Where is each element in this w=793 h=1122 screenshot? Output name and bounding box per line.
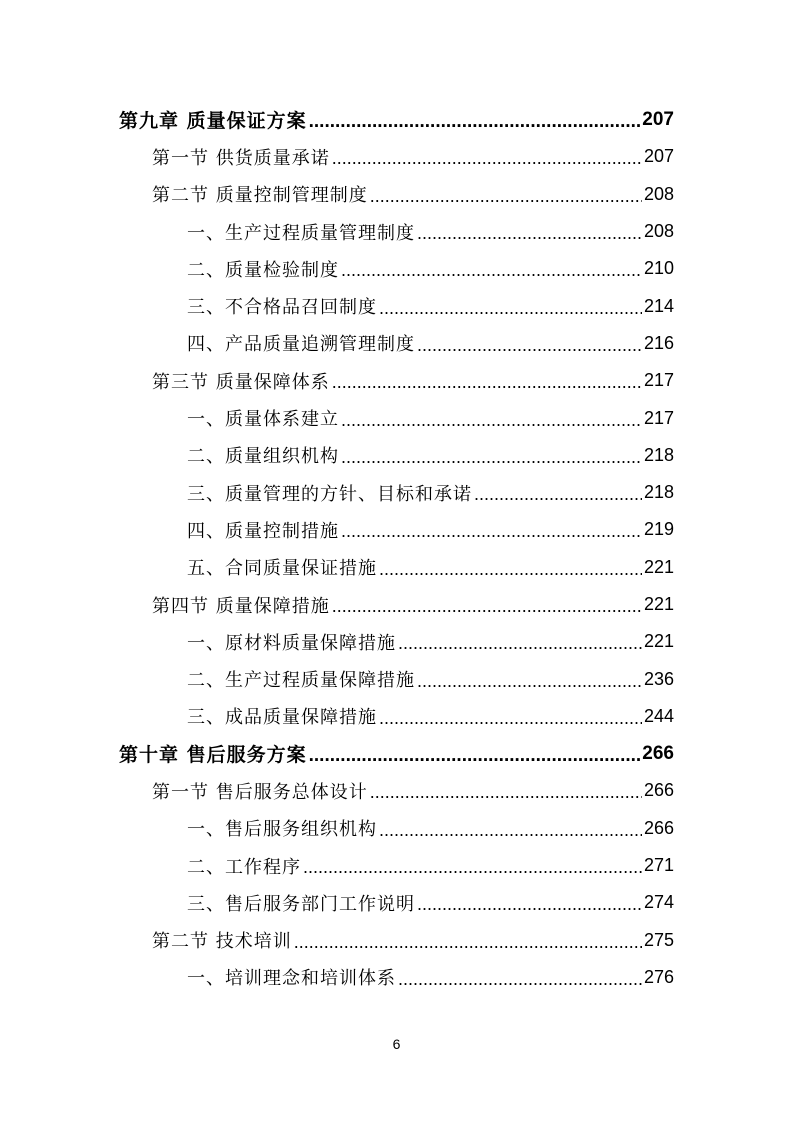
toc-entry-title: 第一节 供货质量承诺 <box>152 147 330 169</box>
toc-entry-title: 第四节 质量保障措施 <box>152 595 330 617</box>
toc-subsection-entry[interactable] <box>0 250 793 287</box>
toc-dot-leader <box>417 894 642 915</box>
toc-entry-page-number: 221 <box>643 594 674 614</box>
toc-entry-page-number: 216 <box>643 332 674 353</box>
toc-dot-leader <box>379 820 642 841</box>
toc-subsection-entry[interactable] <box>0 474 793 511</box>
toc-entry-title: 一、培训理念和培训体系 <box>187 968 396 990</box>
toc-dot-leader <box>474 484 642 505</box>
toc-entry-title: 二、质量检验制度 <box>187 259 339 281</box>
toc-entry-page-number: 210 <box>643 258 674 279</box>
toc-dot-leader <box>332 148 642 169</box>
toc-entry-page-number: 274 <box>643 892 674 913</box>
toc-dot-leader <box>398 633 642 654</box>
toc-dot-leader <box>309 745 641 767</box>
toc-subsection-entry[interactable] <box>0 847 793 884</box>
toc-entry-page-number: 244 <box>643 705 674 726</box>
toc-dot-leader <box>341 447 642 468</box>
toc-entry-title: 第二节 质量控制管理制度 <box>152 185 368 207</box>
table-of-contents <box>0 101 793 996</box>
toc-dot-leader <box>417 335 642 356</box>
toc-dot-leader <box>417 671 642 692</box>
toc-subsection-entry[interactable] <box>0 549 793 586</box>
toc-subsection-entry[interactable] <box>0 325 793 362</box>
toc-entry-page-number: 221 <box>643 631 674 652</box>
toc-dot-leader <box>370 186 642 207</box>
toc-dot-leader <box>398 969 642 990</box>
toc-subsection-entry[interactable] <box>0 287 793 324</box>
toc-dot-leader <box>379 559 642 580</box>
toc-entry-page-number: 266 <box>643 780 674 801</box>
toc-entry-page-number: 218 <box>643 444 674 465</box>
toc-entry-page-number: 271 <box>643 855 674 876</box>
toc-entry-page-number: 208 <box>643 183 674 204</box>
toc-entry-title: 一、质量体系建立 <box>187 409 339 431</box>
toc-subsection-entry[interactable] <box>0 959 793 996</box>
toc-entry-page-number: 218 <box>643 482 674 503</box>
toc-dot-leader <box>332 372 642 393</box>
toc-section-entry[interactable] <box>0 362 793 399</box>
toc-dot-leader <box>309 111 641 133</box>
toc-section-entry[interactable] <box>0 176 793 213</box>
toc-dot-leader <box>341 521 642 542</box>
toc-subsection-entry[interactable] <box>0 213 793 250</box>
toc-chapter-entry[interactable] <box>0 101 793 138</box>
toc-subsection-entry[interactable] <box>0 698 793 735</box>
toc-entry-page-number: 275 <box>643 929 674 950</box>
toc-subsection-entry[interactable] <box>0 660 793 697</box>
toc-dot-leader <box>303 857 642 878</box>
toc-entry-title: 二、质量组织机构 <box>187 446 339 468</box>
toc-entry-page-number: 219 <box>643 519 674 540</box>
toc-entry-title: 二、工作程序 <box>187 856 301 878</box>
toc-subsection-entry[interactable] <box>0 623 793 660</box>
toc-entry-page-number: 208 <box>643 221 674 242</box>
page-number: 6 <box>392 1036 401 1052</box>
toc-subsection-entry[interactable] <box>0 810 793 847</box>
toc-entry-title: 一、售后服务组织机构 <box>187 819 377 841</box>
toc-entry-title: 四、产品质量追溯管理制度 <box>187 334 415 356</box>
toc-entry-page-number: 236 <box>643 668 674 689</box>
toc-entry-page-number: 217 <box>643 407 674 428</box>
toc-entry-title: 三、不合格品召回制度 <box>187 297 377 319</box>
toc-entry-title: 二、生产过程质量保障措施 <box>187 670 415 692</box>
toc-subsection-entry[interactable] <box>0 437 793 474</box>
toc-entry-title: 第九章 质量保证方案 <box>119 110 307 133</box>
toc-entry-title: 第一节 售后服务总体设计 <box>152 781 368 803</box>
toc-dot-leader <box>341 410 642 431</box>
toc-dot-leader <box>332 596 642 617</box>
toc-entry-title: 第十章 售后服务方案 <box>119 744 307 767</box>
toc-entry-page-number: 217 <box>643 370 674 391</box>
toc-dot-leader <box>379 298 642 319</box>
toc-entry-title: 五、合同质量保证措施 <box>187 558 377 580</box>
toc-entry-title: 三、成品质量保障措施 <box>187 707 377 729</box>
toc-section-entry[interactable] <box>0 586 793 623</box>
toc-entry-page-number: 266 <box>642 742 674 764</box>
toc-dot-leader <box>370 782 642 803</box>
toc-dot-leader <box>417 223 642 244</box>
toc-entry-title: 一、原材料质量保障措施 <box>187 632 396 654</box>
toc-entry-title: 第三节 质量保障体系 <box>152 371 330 393</box>
toc-dot-leader <box>379 708 642 729</box>
toc-section-entry[interactable] <box>0 138 793 175</box>
toc-entry-title: 三、售后服务部门工作说明 <box>187 893 415 915</box>
toc-dot-leader <box>294 932 642 953</box>
toc-dot-leader <box>341 260 642 281</box>
toc-section-entry[interactable] <box>0 772 793 809</box>
toc-section-entry[interactable] <box>0 922 793 959</box>
toc-entry-page-number: 207 <box>643 146 674 167</box>
toc-entry-title: 一、生产过程质量管理制度 <box>187 222 415 244</box>
toc-entry-page-number: 207 <box>642 108 674 130</box>
toc-entry-page-number: 276 <box>643 966 674 987</box>
toc-subsection-entry[interactable] <box>0 511 793 548</box>
toc-chapter-entry[interactable] <box>0 735 793 772</box>
toc-entry-title: 四、质量控制措施 <box>187 520 339 542</box>
toc-entry-page-number: 214 <box>643 295 674 316</box>
toc-entry-title: 三、质量管理的方针、目标和承诺 <box>187 483 472 505</box>
toc-entry-page-number: 221 <box>643 556 674 577</box>
toc-entry-title: 第二节 技术培训 <box>152 931 292 953</box>
toc-subsection-entry[interactable] <box>0 399 793 436</box>
toc-entry-page-number: 266 <box>643 817 674 838</box>
toc-subsection-entry[interactable] <box>0 884 793 921</box>
